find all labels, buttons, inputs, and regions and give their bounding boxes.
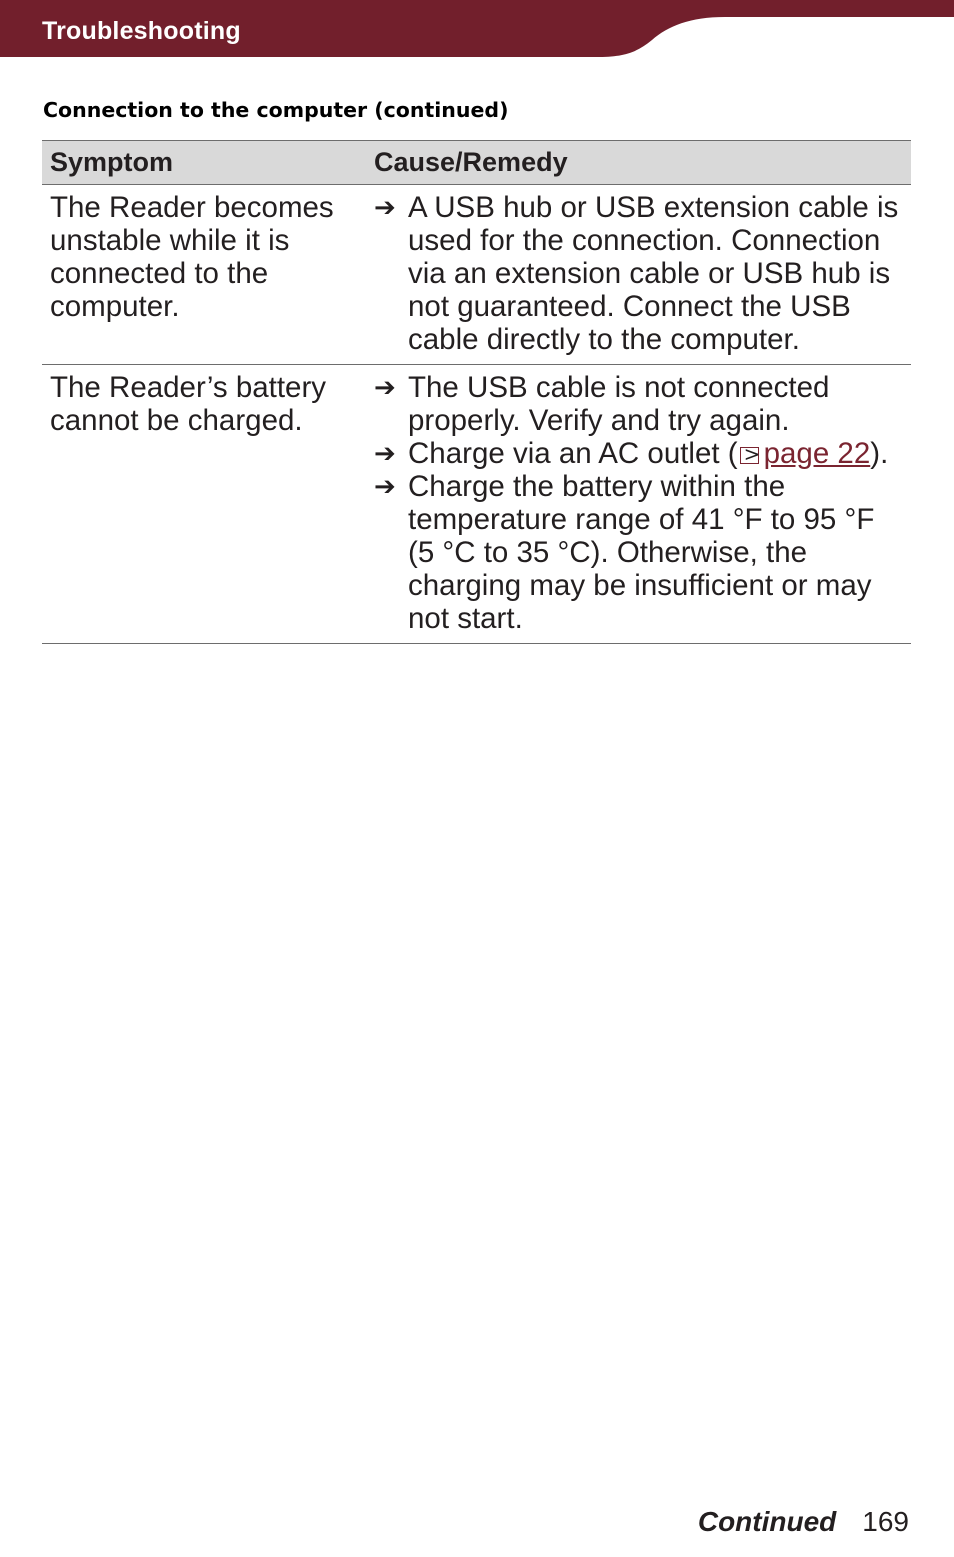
remedy-text-before-link: Charge via an AC outlet ( xyxy=(408,437,738,470)
symptom-cell: The Reader becomes unstable while it is connected to the computer. xyxy=(42,185,358,365)
page-number: 169 xyxy=(862,1506,909,1537)
remedy-item xyxy=(374,437,905,470)
remedy-item xyxy=(374,470,905,635)
header-bar xyxy=(0,0,954,60)
table-header-row xyxy=(42,141,911,185)
column-header-symptom: Symptom xyxy=(42,141,358,185)
troubleshooting-table xyxy=(42,140,911,644)
table-row xyxy=(42,185,911,365)
page-link[interactable]: page 22 xyxy=(763,437,871,470)
column-header-cause-remedy: Cause/Remedy xyxy=(358,141,911,185)
continued-label: Continued xyxy=(697,1506,837,1537)
remedy-text: Charge the battery within the temperature range of 41 °F to 95 °F (5 °C to 35 °C). Otherwise, the charging may be insufficient or may not start. xyxy=(408,470,875,635)
section-title: Connection to the computer (continued) xyxy=(43,98,509,122)
arrow-right-icon: ➔ xyxy=(374,192,396,222)
remedy-item xyxy=(374,191,905,356)
arrow-right-icon: ➔ xyxy=(374,471,396,501)
remedy-item xyxy=(374,371,905,437)
remedy-cell xyxy=(358,365,911,644)
remedy-text-after-link: ). xyxy=(870,437,889,470)
arrow-right-icon: ➔ xyxy=(374,372,396,402)
table-row xyxy=(42,365,911,644)
remedy-text-with-link xyxy=(408,437,905,470)
remedy-text: The USB cable is not connected properly. Verify and try again. xyxy=(408,371,830,437)
arrow-right-icon: ➔ xyxy=(374,438,396,468)
symptom-cell: The Reader’s battery cannot be charged. xyxy=(42,365,358,644)
remedy-text: A USB hub or USB extension cable is used for the connection. Connection via an extension cable or USB hub is not guaranteed. Connect the USB cable directly to the computer. xyxy=(408,191,899,356)
header-title: Troubleshooting xyxy=(42,17,241,45)
page-footer xyxy=(698,1506,909,1538)
page-reference-icon xyxy=(740,447,759,464)
remedy-cell xyxy=(358,185,911,365)
